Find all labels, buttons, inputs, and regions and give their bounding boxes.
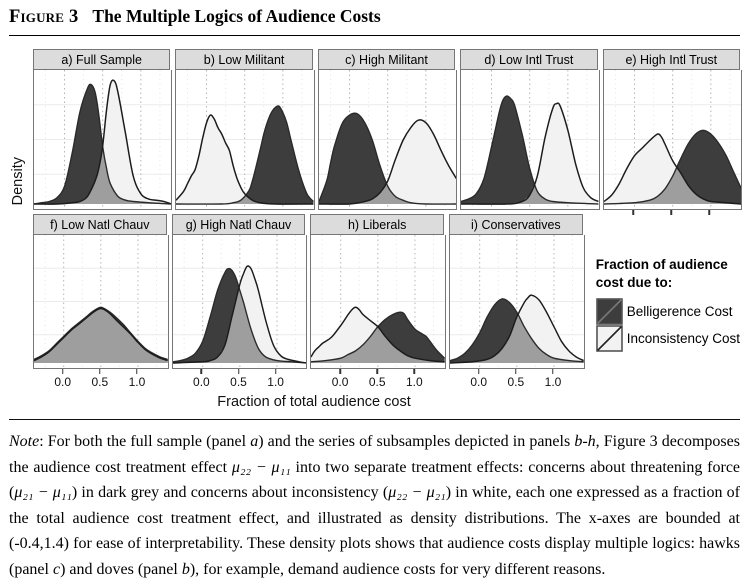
panel-row-bottom: [33, 214, 740, 393]
legend: [588, 214, 740, 393]
density-plot: [33, 70, 172, 210]
tick-label: 0.0: [331, 375, 349, 389]
density-plot: [175, 70, 314, 210]
panel-row-top: [33, 49, 740, 210]
panel-title: a) Full Sample: [33, 49, 170, 70]
tick-mark: [632, 210, 634, 215]
density-plot: [310, 235, 446, 369]
panel-d: [460, 49, 597, 210]
tick-mark: [275, 369, 277, 374]
panel-title: e) High Intl Trust: [603, 49, 740, 70]
x-axis-ticks: [603, 210, 740, 216]
legend-title: Fraction of audience cost due to:: [595, 257, 728, 290]
tick-mark: [339, 369, 341, 374]
chart-area: [9, 49, 740, 410]
figure-note: Note: For both the full sample (panel a) and the series of subsamples depicted in panels b-h, Figure 3 decomposes the audience cost treatment effect μ₂₂ − μ₁₁ into two separate treatment effects: concerns about threatening force (μ₂₁ − μ₁₁) in dark grey and concerns about inconsistency (μ₂₂ − μ₂₁) in white, each one expressed as a fraction of the total audience cost treatment effect, and illustrated as density distributions. The x-axes are bounded at (-0.4,1.4) for ease of interpretability. These density plots shows that audience costs display multiple logics: hawks (panel c) and doves (panel b), for example, demand audience costs for very different reasons.: [9, 419, 740, 583]
density-plot: [318, 70, 457, 210]
tick-label: 1.0: [128, 375, 146, 389]
tick-label: 1.0: [267, 375, 284, 389]
density-plot: [33, 235, 169, 369]
tick-label: 1.0: [405, 375, 423, 389]
legend-entry-belligerence: [596, 298, 740, 325]
tick-mark: [136, 369, 138, 374]
belligerence-swatch-icon: [596, 298, 623, 325]
panel-h: [310, 214, 444, 393]
tick-label: 0.5: [230, 375, 247, 389]
tick-mark: [709, 210, 711, 215]
tick-label: 0.5: [91, 375, 109, 389]
panel-title: f) Low Natl Chauv: [33, 214, 167, 235]
panel-c: [318, 49, 455, 210]
panel-title: h) Liberals: [310, 214, 444, 235]
panel-title: i) Conservatives: [449, 214, 583, 235]
tick-label: 0.0: [54, 375, 72, 389]
panel-b: [175, 49, 312, 210]
x-axis-ticks: [449, 369, 583, 393]
tick-mark: [62, 369, 64, 374]
tick-mark: [238, 369, 240, 374]
x-axis-title: Fraction of total audience cost: [217, 394, 411, 410]
panel-f: [33, 214, 167, 393]
legend-entry-inconsistency: [596, 325, 740, 352]
density-plot: [449, 235, 585, 369]
tick-label: 1.0: [544, 375, 562, 389]
x-axis-ticks: [310, 369, 444, 393]
inconsistency-swatch-icon: [596, 325, 623, 352]
panel-i: [449, 214, 583, 393]
legend-label-inconsistency: Inconsistency Cost: [626, 331, 740, 347]
tick-mark: [552, 369, 554, 374]
density-plot: [603, 70, 742, 210]
tick-label: 0.5: [507, 375, 525, 389]
panel-a: [33, 49, 170, 210]
tick-mark: [414, 369, 416, 374]
panel-title: d) Low Intl Trust: [460, 49, 597, 70]
density-plot: [172, 235, 308, 369]
x-axis-ticks: [172, 369, 306, 393]
tick-mark: [671, 210, 673, 215]
tick-mark: [478, 369, 480, 374]
tick-mark: [201, 369, 203, 374]
legend-label-belligerence: Belligerence Cost: [626, 304, 733, 320]
figure-title: The Multiple Logics of Audience Costs: [92, 6, 381, 26]
panel-e: [603, 49, 740, 210]
tick-label: 0.0: [470, 375, 488, 389]
y-axis-label: Density: [10, 157, 26, 206]
tick-mark: [376, 369, 378, 374]
tick-mark: [99, 369, 101, 374]
tick-label: 0.0: [193, 375, 210, 389]
figure-label: Figure 3: [9, 7, 79, 27]
tick-mark: [515, 369, 517, 374]
panel-title: g) High Natl Chauv: [172, 214, 306, 235]
panel-g: [172, 214, 306, 393]
density-plot: [460, 70, 599, 210]
tick-label: 0.5: [368, 375, 386, 389]
panel-title: b) Low Militant: [175, 49, 312, 70]
figure-caption: [9, 6, 740, 36]
x-axis-ticks: [33, 369, 167, 393]
panel-title: c) High Militant: [318, 49, 455, 70]
